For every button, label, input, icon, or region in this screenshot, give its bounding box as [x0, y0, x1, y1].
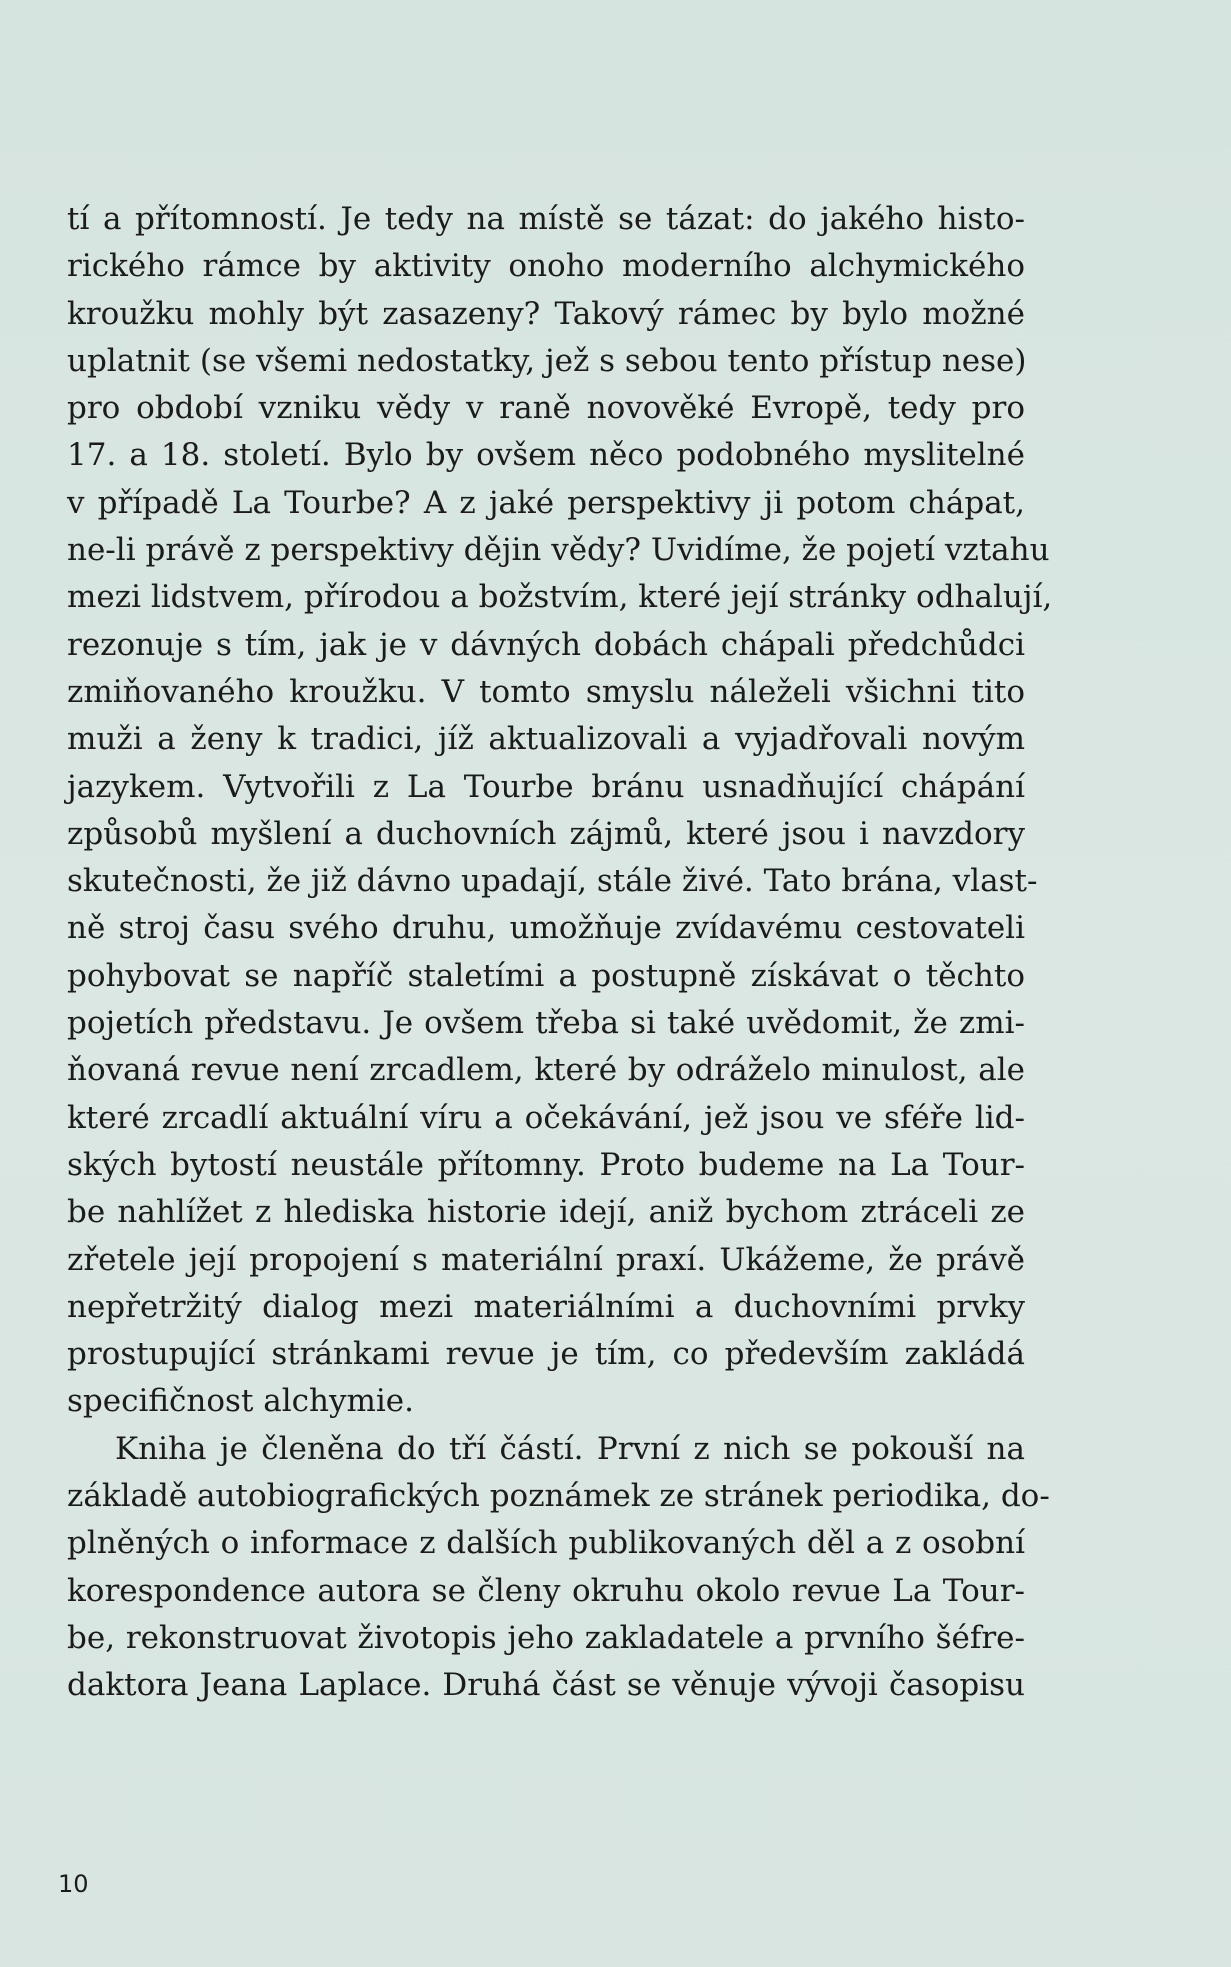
text-line: uplatnit (se všemi nedostatky, jež s sebou tento přístup nese): [67, 342, 1027, 379]
text-line: prostupující stránkami revue je tím, co především zakládá: [67, 1336, 1025, 1373]
text-line: zmiňovaného kroužku. V tomto smyslu náleželi všichni tito: [67, 673, 1025, 710]
text-line: základě autobiografických poznámek ze stránek periodika, do-: [67, 1478, 1050, 1515]
text-line: specifičnost alchymie.: [67, 1383, 415, 1420]
text-line: pojetích představu. Je ovšem třeba si také uvědomit, že zmi-: [67, 1005, 1025, 1042]
text-line: ských bytostí neustále přítomny. Proto budeme na La Tour-: [67, 1146, 1025, 1183]
paragraph-1: [67, 196, 1053, 1426]
body-text: [67, 196, 1053, 1710]
text-line: ně stroj času svého druhu, umožňuje zvídavému cestovateli: [67, 910, 1025, 947]
text-line: kroužku mohly být zasazeny? Takový rámec by bylo možné: [67, 295, 1025, 332]
text-line: plněných o informace z dalších publikovaných děl a z osobní: [67, 1525, 1025, 1562]
page-number: 10: [58, 1870, 89, 1898]
text-line: zřetele její propojení s materiální praxí. Ukážeme, že právě: [67, 1241, 1025, 1278]
paragraph-2: [67, 1426, 1050, 1710]
text-line: nepřetržitý dialog mezi materiálními a duchovními prvky: [67, 1288, 1025, 1325]
text-line: skutečnosti, že již dávno upadají, stále živé. Tato brána, vlast-: [67, 863, 1038, 900]
text-line: pro období vzniku vědy v raně novověké Evropě, tedy pro: [67, 390, 1025, 427]
text-line: daktora Jeana Laplace. Druhá část se věnuje vývoji časopisu: [67, 1667, 1025, 1704]
text-line: rezonuje s tím, jak je v dávných dobách chápali předchůdci: [67, 626, 1025, 663]
text-line: 17. a 18. století. Bylo by ovšem něco podobného myslitelné: [67, 437, 1025, 474]
text-line: v případě La Tourbe? A z jaké perspektivy ji potom chápat,: [67, 484, 1025, 521]
text-line: muži a ženy k tradici, jíž aktualizovali a vyjadřovali novým: [67, 721, 1025, 758]
text-line: pohybovat se napříč staletími a postupně získávat o těchto: [67, 957, 1025, 994]
text-line: korespondence autora se členy okruhu okolo revue La Tour-: [67, 1572, 1025, 1609]
text-line: ňovaná revue není zrcadlem, které by odráželo minulost, ale: [67, 1052, 1025, 1089]
text-line: be nahlížet z hlediska historie idejí, aniž bychom ztráceli ze: [67, 1194, 1025, 1231]
text-line: ne-li právě z perspektivy dějin vědy? Uvidíme, že pojetí vztahu: [67, 532, 1050, 569]
text-line: jazykem. Vytvořili z La Tourbe bránu usnadňující chápání: [67, 768, 1025, 805]
text-line: be, rekonstruovat životopis jeho zakladatele a prvního šéfre-: [67, 1619, 1025, 1656]
text-line: Kniha je členěna do tří částí. První z nich se pokouší na: [115, 1430, 1025, 1467]
text-line: mezi lidstvem, přírodou a božstvím, které její stránky odhalují,: [67, 579, 1053, 616]
text-line: tí a přítomností. Je tedy na místě se tázat: do jakého histo-: [67, 201, 1025, 237]
text-line: rického rámce by aktivity onoho moderního alchymického: [67, 248, 1025, 285]
text-line: které zrcadlí aktuální víru a očekávání, jež jsou ve sféře lid-: [67, 1099, 1025, 1136]
text-line: způsobů myšlení a duchovních zájmů, které jsou i navzdory: [67, 815, 1025, 852]
